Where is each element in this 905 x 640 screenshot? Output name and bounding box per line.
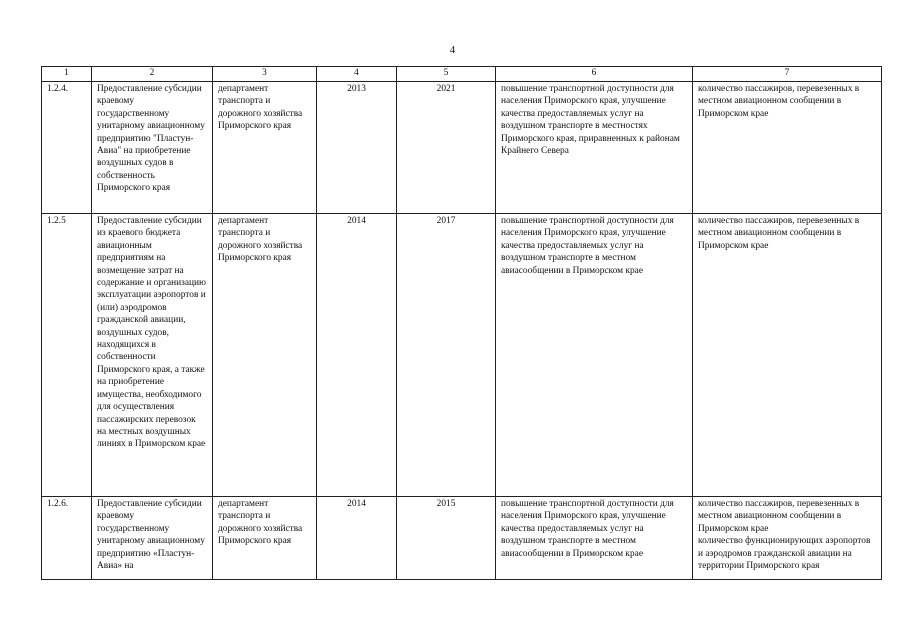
- executor: департамент транспорта и дорожного хозяйства Приморского края: [213, 214, 317, 497]
- header-col-7: 7: [693, 67, 882, 82]
- indicator-line: количество пассажиров, перевезенных в местном авиационном сообщении в Приморском крае: [698, 499, 860, 534]
- expected-result: повышение транспортной доступности для населения Приморского края, улучшение качества предоставляемых услуг на воздушном транспорте в местностях Приморского края, приравненных к районам Крайнего Севера: [496, 82, 693, 214]
- page-number: 4: [449, 44, 456, 56]
- header-col-2: 2: [92, 67, 213, 82]
- measures-table: [41, 66, 882, 580]
- header-row: [42, 67, 882, 82]
- expected-result: повышение транспортной доступности для населения Приморского края, улучшение качества предоставляемых услуг на воздушном транспорте в местном авиасообщении в Приморском крае: [496, 214, 693, 497]
- end-year: 2015: [397, 497, 496, 580]
- row-number: 1.2.4.: [42, 82, 92, 214]
- end-year: 2021: [397, 82, 496, 214]
- row-number: 1.2.6.: [42, 497, 92, 580]
- executor: департамент транспорта и дорожного хозяйства Приморского края: [213, 82, 317, 214]
- indicator-line: количество функционирующих аэропортов и аэродромов гражданской авиации на территории Приморского края: [698, 536, 871, 572]
- header-col-3: 3: [213, 67, 317, 82]
- start-year: 2014: [317, 497, 397, 580]
- table-row: [42, 214, 882, 497]
- header-col-6: 6: [496, 67, 693, 82]
- row-number: 1.2.5: [42, 214, 92, 497]
- indicator: количество пассажиров, перевезенных в местном авиационном сообщении в Приморском крае: [693, 82, 882, 214]
- executor: департамент транспорта и дорожного хозяйства Приморского края: [213, 497, 317, 580]
- measure-name: Предоставление субсидии краевому государственному унитарному авиационному предприятию "Пластун-Авиа" на приобретение воздушных судов в собственность Приморского края: [92, 82, 213, 214]
- header-col-5: 5: [397, 67, 496, 82]
- table-row: [42, 82, 882, 214]
- indicator: [693, 497, 882, 580]
- table-row: [42, 497, 882, 580]
- header-col-4: 4: [317, 67, 397, 82]
- indicator: количество пассажиров, перевезенных в местном авиационном сообщении в Приморском крае: [693, 214, 882, 497]
- measure-name: Предоставление субсидии краевому государственному унитарному авиационному предприятию «Пластун-Авиа» на: [92, 497, 213, 580]
- measure-name: Предоставление субсидии из краевого бюджета авиационным предприятиям на возмещение затрат на содержание и организацию эксплуатации аэропортов и (или) аэродромов гражданской авиации, воздушных судов, находящихся в собственности Приморского края, а также на приобретение имущества, необходимого для осуществления пассажирских перевозок на местных воздушных линиях в Приморском крае: [92, 214, 213, 497]
- expected-result: повышение транспортной доступности для населения Приморского края, улучшение качества предоставляемых услуг на воздушном транспорте в местном авиасообщении в Приморском крае: [496, 497, 693, 580]
- start-year: 2013: [317, 82, 397, 214]
- start-year: 2014: [317, 214, 397, 497]
- end-year: 2017: [397, 214, 496, 497]
- header-col-1: 1: [42, 67, 92, 82]
